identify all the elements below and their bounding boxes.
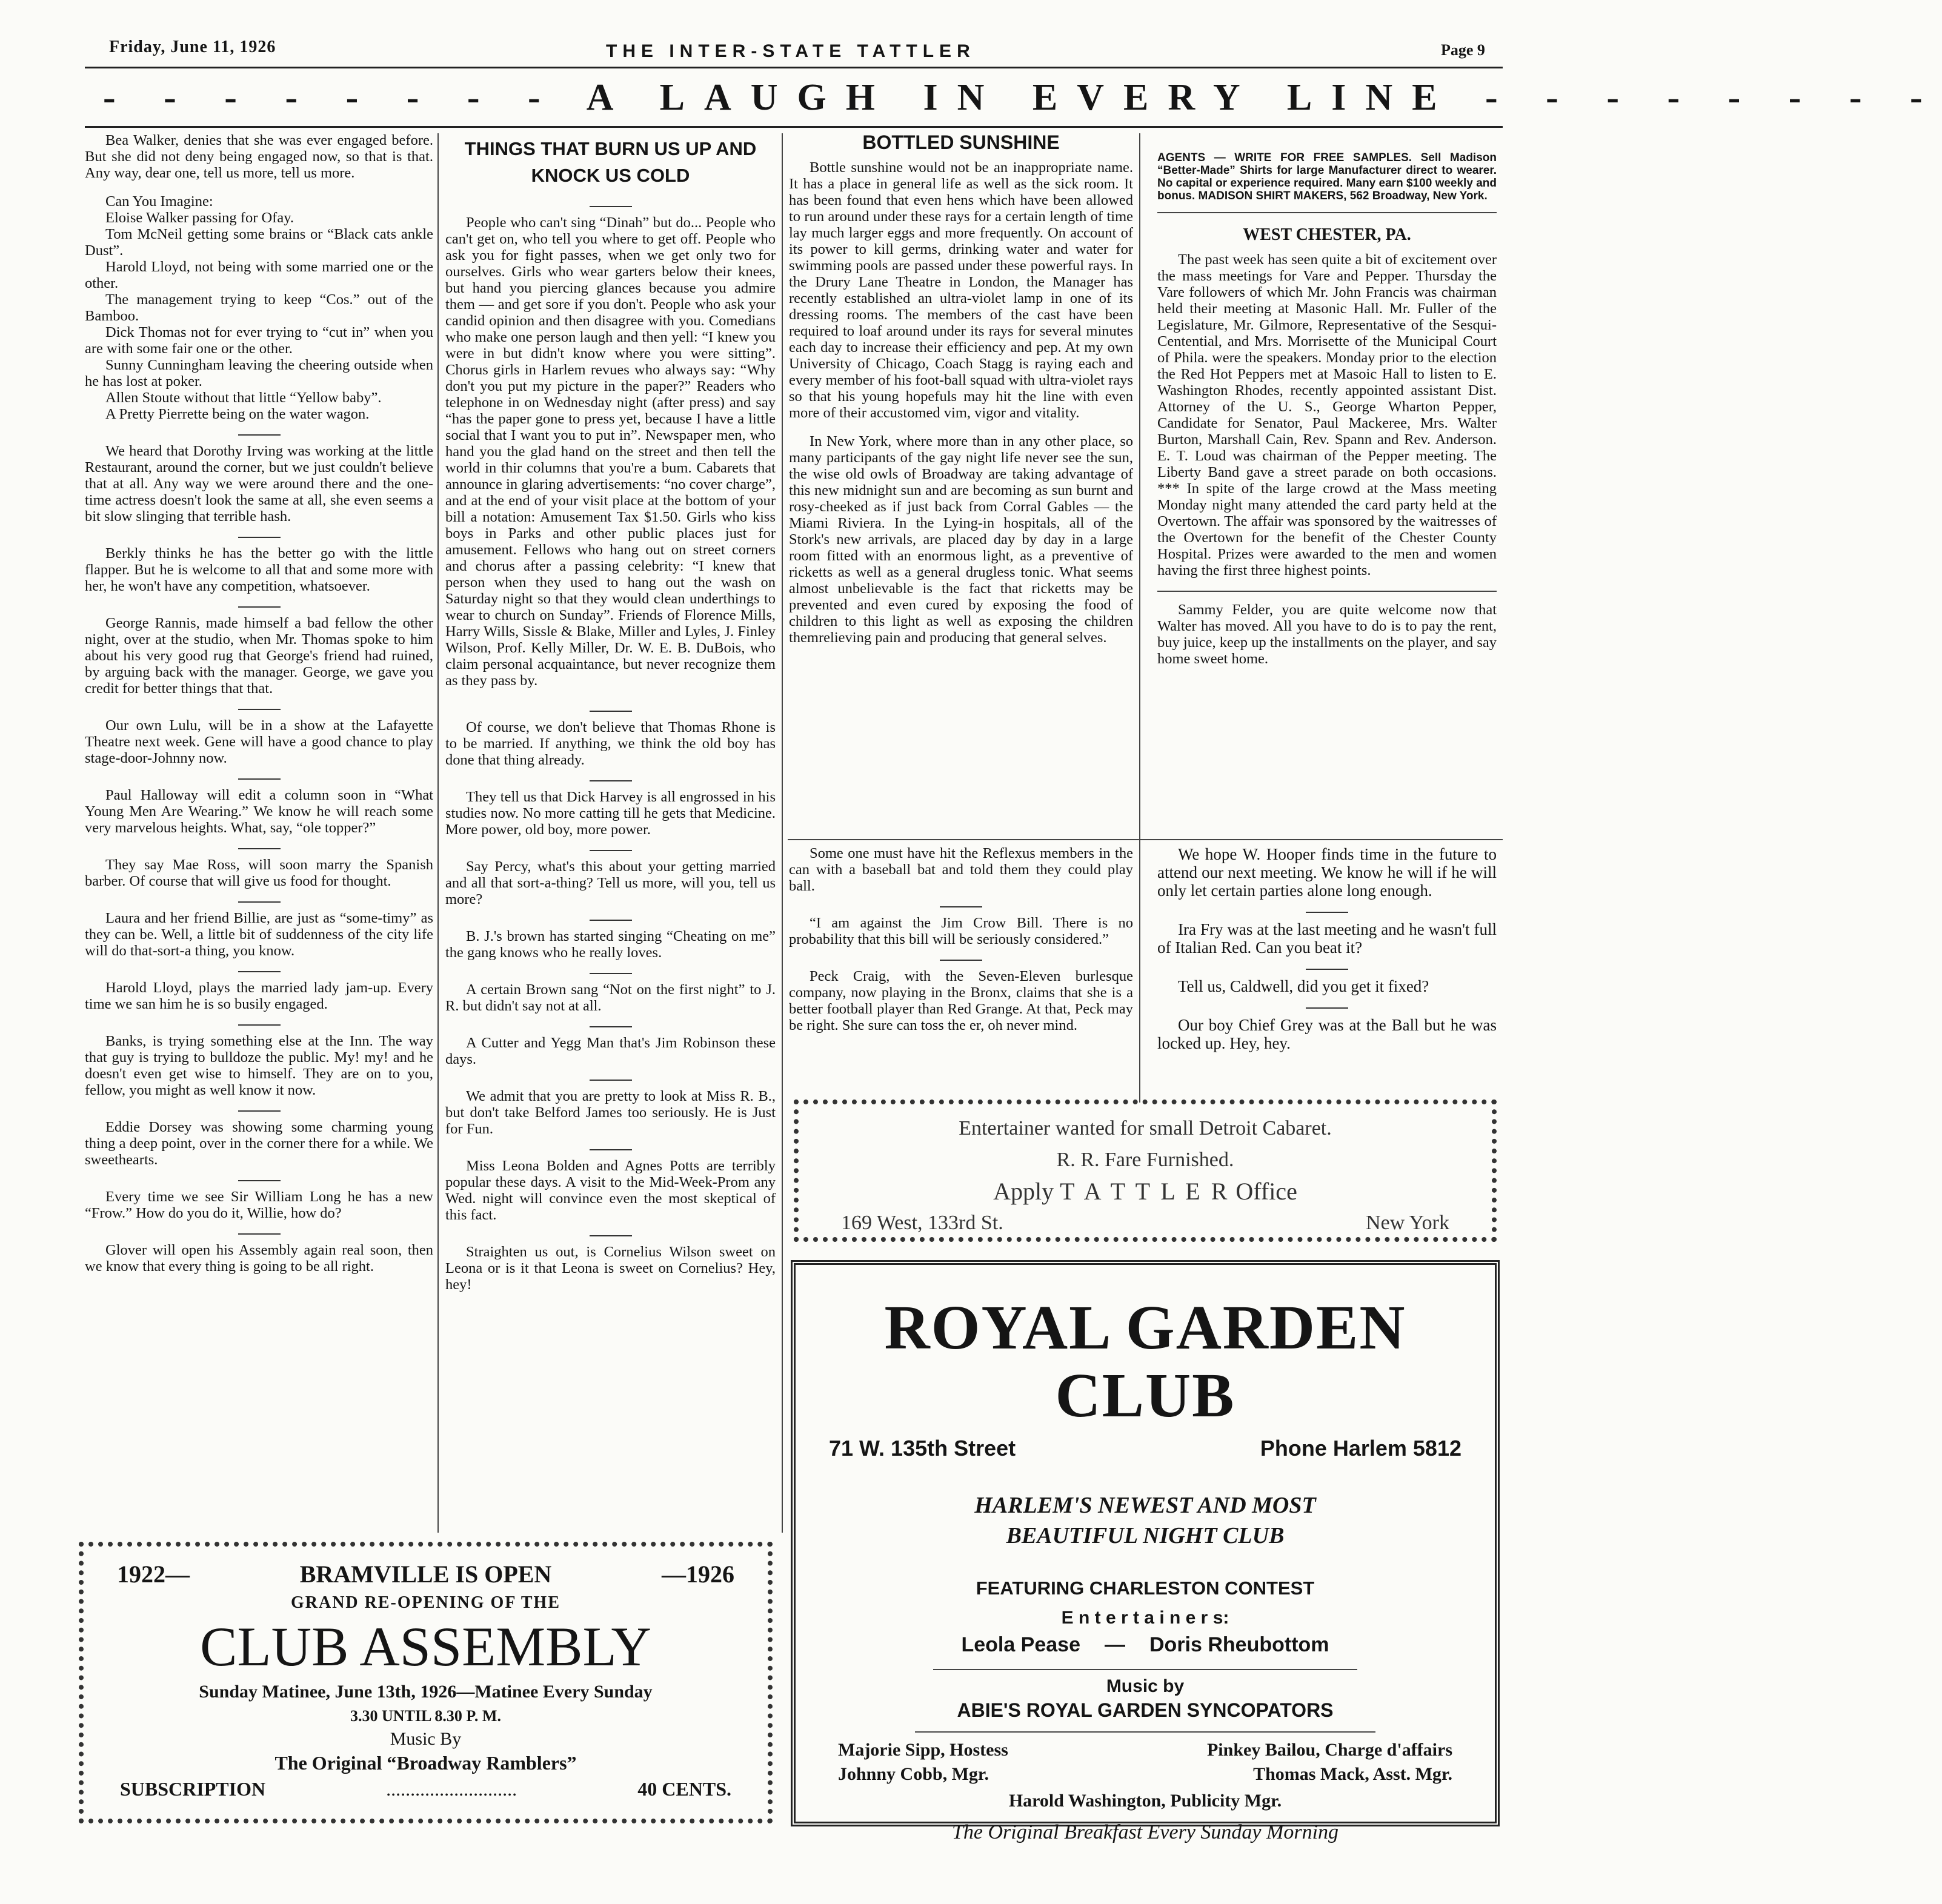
- ad-entertainers-label: E n t e r t a i n e r s:: [1061, 1608, 1229, 1628]
- paragraph: We hope W. Hooper finds time in the future to attend our next meeting. We know he will if he will only let certain parties alone long enough.: [1157, 845, 1497, 900]
- paragraph: Tell us, Caldwell, did you get it fixed?: [1178, 977, 1429, 995]
- separator: [238, 1024, 281, 1026]
- ad-hours: 3.30 UNTIL 8.30 P. M.: [350, 1707, 501, 1725]
- banner-rule: [85, 126, 1503, 128]
- paragraph: Eddie Dorsey was showing some charming young thing a deep point, over in the corner there for a while. We sweethearts.: [85, 1119, 433, 1168]
- separator: [940, 960, 982, 961]
- ad-tagline: HARLEM'S NEWEST AND MOST: [974, 1493, 1316, 1518]
- ad-city: New York: [1366, 1212, 1449, 1234]
- separator: [933, 1669, 1357, 1670]
- paragraph: We heard that Dorothy Irving was working at the little Restaurant, around the corner, but we just couldn't believe that at all. Any way we were around there and the one-time actress doesn't look the same at all, she even seems a bit slow slinging that terrible hash.: [85, 443, 433, 525]
- club-name: CLUB ASSEMBLY: [200, 1616, 651, 1677]
- section-rule: [788, 839, 1503, 840]
- ad-price: 40 CENTS.: [637, 1778, 731, 1800]
- column-rule: [1139, 133, 1140, 1103]
- paragraph: The past week has seen quite a bit of excitement over the mass meetings for Vare and Pepper. Thursday the Vare followers of which Mr. John Francis was chairman held their meeting at Masonic Hall. Mr. Fuller of the Legislature, Mr. Gilmore, Representative of the Sesqui-Centential, and Mrs. Morrisette of the Municipal Court of Phila. were the speakers. Monday prior to the election the Red Hot Peppers met at Masoic Hall to listen to E. Washington Rhodes, recently appointed assistant Dist. Attorney of the U. S., George Wharton Pepper, Candidate for Senator, Paul Mackeree, Mrs. Walter Burton, Marshall Cain, Rev. Spann and Rev. Anderson. E. T. Loud was chairman of the Pepper meeting. The Liberty Band gave a street parade on both occasions. *** In spite of the large crowd at the Mass meeting Monday night many attended the card party held at the Overtown. The affair was sponsored by the waitresses of the Overtown for the benefit of the Chester County Hospital. Prizes were awarded to the men and women having the first three highest points.: [1157, 251, 1497, 579]
- separator: [1306, 969, 1348, 970]
- ad-apply-line: [799, 1176, 1492, 1207]
- paragraph: They tell us that Dick Harvey is all engrossed in his studies now. No more catting till he gets that Medicine. More power, old boy, more power.: [445, 789, 776, 838]
- list-item: Eloise Walker passing for Ofay.: [105, 210, 294, 226]
- ad-staff-row: [796, 1740, 1495, 1760]
- paragraph: Paul Halloway will edit a column soon in “What Young Men Are Wearing.” We know he will reach some very marvelous heights. What, say, “ole topper?”: [85, 787, 433, 836]
- separator: [238, 606, 281, 608]
- ad-year: 1922—: [117, 1561, 190, 1588]
- list-item: Dick Thomas not for ever trying to “cut in” when you are with some fair one or the other.: [85, 324, 433, 357]
- article-body: People who can't sing “Dinah” but do... People who can't get on, who tell you where to get off. People who ask you for fight passes, when we get only two for ourselves. Girls who wear garters below their knees, but hand you piercing glances because you admire them — and get sore if you don't. People who ask your candid opinion and then disagree with you. Comedians who make one person laugh and then yell: “I knew you were in but didn't know where you were sitting”. Chorus girls in Harlem revues who always say: “Why don't you put my picture in the paper?” Readers who telephone in on Wednesday night (after press) and say “has the paper gone to press yet, because I have a little social that I want you to put in”. Newspaper men, who hand you the glad hand on the street and then tell the world in thir columns that you're a bum. Cabarets that announce in glaring advertisements: “no cover charge”, and at the end of your visit place at the bottom of your bill a notation: Amusement Tax $1.50. Girls who kiss boys in Parks and other public places just for amusement. Fellows who hang out on street corners and chorus after a passing celebrity: “I knew that person when they used to hang out the wash on Saturday night so that they would clean underthings to wear to church on Sunday”. Friends of Florence Mills, Harry Wills, Sissle & Blake, Miller and Lyles, J. Finley Wilson, Prof. Kelly Miller, Dr. W. E. B. DuBois, who claim personal acquaintance, but never recognize them as they pass by.: [445, 214, 776, 689]
- paragraph: A Cutter and Yegg Man that's Jim Robinson these days.: [445, 1035, 776, 1067]
- ad-music-label: Music By: [390, 1729, 462, 1749]
- article-headline: THINGS THAT BURN US UP AND KNOCK US COLD: [464, 138, 757, 186]
- royal-club-name: ROYAL GARDEN CLUB: [884, 1293, 1406, 1430]
- page-number: Page 9: [1441, 41, 1485, 59]
- paragraph: Our own Lulu, will be in a show at the Lafayette Theatre next week. Gene will have a good chance to play stage-door-Johnny now.: [85, 717, 433, 766]
- can-you-imagine-list: [85, 193, 433, 422]
- separator: [238, 537, 281, 538]
- agents-classified-ad: AGENTS — WRITE FOR FREE SAMPLES. Sell Madison “Better-Made” Shirts for large Manufacturer direct to wearer. No capital or experience required. Many earn $100 weekly and bonus. MADISON SHIRT MAKERS, 562 Broadway, New York.: [1157, 151, 1497, 202]
- ad-closing-line: The Original Breakfast Every Sunday Morning: [951, 1821, 1339, 1843]
- separator: [1306, 912, 1348, 913]
- paragraph: Laura and her friend Billie, are just as “some-timy” as they can be. Well, a little bit of suddenness of the city life will do that-sort-a thing, you know.: [85, 910, 433, 959]
- separator: [590, 850, 632, 851]
- ad-subscription-label: SUBSCRIPTION: [120, 1778, 266, 1800]
- ad-subheadline: GRAND RE-OPENING OF THE: [290, 1593, 561, 1612]
- separator: [590, 711, 632, 712]
- list-item: Can You Imagine:: [105, 193, 213, 210]
- ad-address: 169 West, 133rd St.: [841, 1212, 1003, 1234]
- paragraph: Of course, we don't believe that Thomas Rhone is to be married. If anything, we think the old boy has done that thing already.: [445, 719, 776, 768]
- separator: [590, 920, 632, 921]
- separator: [590, 1026, 632, 1027]
- entertainer-wanted-ad: [794, 1100, 1497, 1242]
- header-rule: [85, 67, 1503, 68]
- ad-line: R. R. Fare Furnished.: [1056, 1149, 1234, 1171]
- paragraph: B. J.'s brown has started singing “Cheating on me” the gang knows who he really loves.: [445, 928, 776, 961]
- gossip-column-4: [1157, 845, 1497, 1064]
- separator: [590, 1080, 632, 1081]
- ad-entertainers-row: [796, 1633, 1495, 1657]
- column-rule: [782, 133, 783, 1533]
- issue-date: Friday, June 11, 1926: [109, 38, 276, 56]
- staff-name: Majorie Sipp, Hostess: [838, 1740, 1008, 1760]
- list-item: Tom McNeil getting some brains or “Black cats ankle Dust”.: [85, 226, 433, 259]
- list-item: Harold Lloyd, not being with some married one or the other.: [85, 259, 433, 291]
- article-headline: WEST CHESTER, PA.: [1243, 225, 1411, 244]
- ad-tagline: BEAUTIFUL NIGHT CLUB: [1006, 1523, 1285, 1548]
- article-headline: BOTTLED SUNSHINE: [862, 131, 1060, 153]
- staff-name: Thomas Mack, Asst. Mgr.: [1253, 1764, 1452, 1784]
- royal-garden-club-ad: [791, 1260, 1500, 1843]
- separator: [238, 971, 281, 972]
- separator: [590, 973, 632, 974]
- ad-address-row: [796, 1436, 1495, 1461]
- staff-name: Pinkey Bailou, Charge d'affairs: [1206, 1740, 1452, 1760]
- staff-name: Harold Washington, Publicity Mgr.: [1008, 1791, 1282, 1811]
- ad-music-label: Music by: [1106, 1676, 1185, 1696]
- ad-office: Office: [1235, 1178, 1297, 1205]
- separator: [590, 206, 632, 207]
- ad-band: ABIE'S ROYAL GARDEN SYNCOPATORS: [957, 1699, 1334, 1721]
- paragraph: Ira Fry was at the last meeting and he wasn't full of Italian Red. Can you beat it?: [1157, 920, 1497, 957]
- paragraph: Bottle sunshine would not be an inappropriate name. It has a place in general life as well as the sick room. It has been found that even hens which have been allowed to run around under these rays for a certain length of time lay much larger eggs and more frequently. On account of its power to kill germs, drinking water and water for swimming pools are passed under these powerful rays. In the Drury Lane Theatre in London, the Manager has recently established an ultra-violet lamp in one of its dressing rooms. The members of the cast have been required to loaf around under its rays for several minutes each day to increase their efficiency and pep. At my own University of Chicago, Coach Stagg is raying each and every member of his foot-ball squad with ultra-violet rays so that his young hopefuls may hit the line with even more of their accustomed vim, vigor and vitality.: [789, 159, 1133, 421]
- separator: [238, 434, 281, 436]
- ad-subscription-row: [84, 1778, 768, 1800]
- ad-leader-dots: ...........................: [386, 1778, 517, 1800]
- ad-year: —1926: [662, 1561, 734, 1588]
- paragraph: Every time we see Sir William Long he has a new “Frow.” How do you do it, Willie, how do?: [85, 1189, 433, 1221]
- separator: [590, 780, 632, 781]
- ad-address: 71 W. 135th Street: [829, 1436, 1016, 1461]
- ad-address-line: [799, 1207, 1492, 1239]
- separator: [238, 1233, 281, 1235]
- paragraph: Sammy Felder, you are quite welcome now that Walter has moved. All you have to do is to pay the rent, buy juice, keep up the installments on the player, and say home sweet home.: [1157, 602, 1497, 667]
- entertainer-name: Doris Rheubottom: [1149, 1633, 1329, 1656]
- things-column: [445, 132, 776, 1305]
- separator: [238, 848, 281, 849]
- paragraph: George Rannis, made himself a bad fellow the other night, over at the studio, when Mr. Thomas spoke to him about his very good rug that George's friend had ruined, by arguing back with the manager. George, we gave you credit for better things that that.: [85, 615, 433, 697]
- ad-tattler: T A T T L E R: [1060, 1178, 1230, 1205]
- paragraph: Harold Lloyd, plays the married lady jam-up. Every time we san him he is so busily engaged.: [85, 980, 433, 1012]
- paragraph: Glover will open his Assembly again real soon, then we know that every thing is going to be all right.: [85, 1242, 433, 1275]
- ad-dash: —: [1105, 1633, 1125, 1656]
- list-item: Allen Stoute without that little “Yellow baby”.: [105, 390, 382, 406]
- separator: [1157, 212, 1497, 213]
- paragraph: Peck Craig, with the Seven-Eleven burlesque company, now playing in the Bronx, claims that she is a better football player than Red Grange. At that, Peck may be right. She sure can toss the er, oh never mind.: [789, 968, 1133, 1033]
- paragraph: In New York, where more than in any other place, so many participants of the gay night life never see the sun, the wise old owls of Broadway are taking advantage of this new midnight sun and are becoming as sun burnt and rosy-cheeked as if just back from Corral Gables — the Miami Riviera. In the Lying-in hospitals, all of the Stork's new arrivals, are placed day by day in a large room fitted with an enormous light, as a preventive of ricketts as well as a general drugless tonic. What seems almost unbelievable is the fact that ricketts may be prevented and even cured by exposing the food of children to this light as well as exposing the children themrelieving pain and producing that general selves.: [789, 433, 1133, 646]
- ad-matinee: Sunday Matinee, June 13th, 1926—Matinee Every Sunday: [199, 1682, 653, 1702]
- paragraph: We admit that you are pretty to look at Miss R. B., but don't take Belford James too seriously. He is Just for Fun.: [445, 1088, 776, 1137]
- separator: [238, 901, 281, 903]
- paragraph: A certain Brown sang “Not on the first night” to J. R. but didn't say not at all.: [445, 981, 776, 1014]
- ad-apply: Apply: [993, 1178, 1054, 1205]
- separator: [590, 1149, 632, 1150]
- paragraph: Bea Walker, denies that she was ever engaged before. But she did not deny being engaged now, so that is that. Any way, dear one, tell us more, tell us more.: [85, 132, 433, 181]
- separator: [238, 1180, 281, 1181]
- club-assembly-ad: [79, 1542, 773, 1823]
- ad-featuring: FEATURING CHARLESTON CONTEST: [976, 1577, 1315, 1599]
- west-chester-column: [1157, 151, 1497, 679]
- separator: [238, 778, 281, 780]
- separator: [238, 1110, 281, 1112]
- bottled-sunshine-column: [789, 132, 1133, 658]
- paragraph: Banks, is trying something else at the Inn. The way that guy is trying to bulldoze the public. My! my! and he doesn't even get wise to himself. They are on to you, fellow, you might as well know it now.: [85, 1033, 433, 1098]
- entertainer-name: Leola Pease: [961, 1633, 1080, 1656]
- staff-name: Johnny Cobb, Mgr.: [838, 1764, 989, 1784]
- paragraph: Some one must have hit the Reflexus members in the can with a baseball bat and told them they could play ball.: [789, 845, 1133, 894]
- list-item: The management trying to keep “Cos.” out of the Bamboo.: [85, 291, 433, 324]
- separator: [915, 1731, 1375, 1733]
- ad-headline-row: [84, 1560, 768, 1588]
- list-item: Sunny Cunningham leaving the cheering outside when he has lost at poker.: [85, 357, 433, 390]
- ad-line: Entertainer wanted for small Detroit Cabaret.: [959, 1117, 1332, 1139]
- paragraph: Straighten us out, is Cornelius Wilson sweet on Leona or is it that Leona is sweet on Cornelius? Hey, hey!: [445, 1244, 776, 1293]
- ad-headline: BRAMVILLE IS OPEN: [299, 1561, 552, 1588]
- separator: [238, 709, 281, 710]
- separator: [590, 1235, 632, 1236]
- newspaper-title: THE INTER-STATE TATTLER: [606, 41, 976, 61]
- ad-staff-row: [796, 1764, 1495, 1785]
- paragraph: “I am against the Jim Crow Bill. There is no probability that this bill will be seriously considered.”: [789, 915, 1133, 947]
- paragraph: Our boy Chief Grey was at the Ball but he was locked up. Hey, hey.: [1157, 1016, 1497, 1052]
- separator: [940, 906, 982, 907]
- paragraph: Say Percy, what's this about your getting married and all that sort-a-thing? Tell us more, will you, tell us more?: [445, 858, 776, 907]
- paragraph: Miss Leona Bolden and Agnes Potts are terribly popular these days. A visit to the Mid-Week-Prom any Wed. night will convince even the most skeptical of this fact.: [445, 1158, 776, 1223]
- list-item: A Pretty Pierrette being on the water wagon.: [105, 406, 370, 422]
- section-banner: - - - - - - - - A LAUGH IN EVERY LINE - - - - - - - -: [103, 77, 1942, 118]
- paragraph: Berkly thinks he has the better go with the little flapper. But he is welcome to all that and some more with her, he won't have any competition, whatsoever.: [85, 545, 433, 594]
- separator: [1157, 591, 1497, 592]
- paragraph: They say Mae Ross, will soon marry the Spanish barber. Of course that will give us food for thought.: [85, 857, 433, 889]
- separator: [1306, 1007, 1348, 1009]
- column-rule: [437, 133, 439, 1533]
- ad-phone: Phone Harlem 5812: [1260, 1436, 1461, 1461]
- gossip-column-3: [789, 845, 1133, 1046]
- ad-band: The Original “Broadway Ramblers”: [274, 1752, 577, 1774]
- gossip-column-1: [85, 132, 433, 1287]
